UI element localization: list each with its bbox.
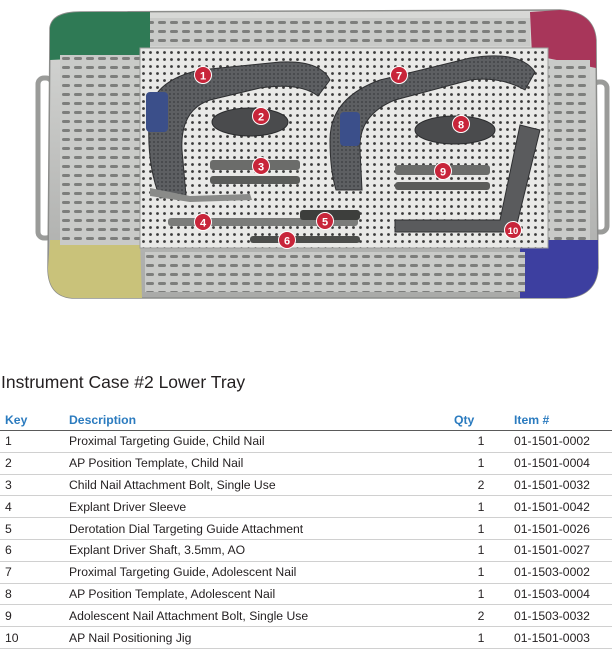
cell-qty: 1 xyxy=(454,452,508,474)
table-row xyxy=(0,474,612,496)
cell-qty: 1 xyxy=(454,561,508,583)
table-row xyxy=(0,518,612,540)
callout-3 xyxy=(253,158,270,175)
callout-10 xyxy=(505,222,522,239)
cell-key: 3 xyxy=(0,474,65,496)
guide-blue-panel-2 xyxy=(340,112,360,146)
cell-item: 01-1501-0003 xyxy=(508,627,612,649)
cell-key: 8 xyxy=(0,583,65,605)
callout-5 xyxy=(317,213,334,230)
cell-description: Child Nail Attachment Bolt, Single Use xyxy=(65,474,454,496)
table-row xyxy=(0,431,612,453)
corner-pad-green xyxy=(50,12,150,60)
table-row xyxy=(0,583,612,605)
svg-text:5: 5 xyxy=(321,216,329,229)
svg-text:2: 2 xyxy=(257,111,265,124)
cell-description: Explant Driver Sleeve xyxy=(65,496,454,518)
cell-key: 2 xyxy=(0,452,65,474)
table-row xyxy=(0,627,612,649)
corner-pad-blue xyxy=(520,240,598,298)
cell-key: 4 xyxy=(0,496,65,518)
cell-key: 6 xyxy=(0,539,65,561)
cell-item: 01-1501-0042 xyxy=(508,496,612,518)
cell-description: Proximal Targeting Guide, Child Nail xyxy=(65,431,454,453)
cell-description: Adolescent Nail Attachment Bolt, Single Use xyxy=(65,605,454,627)
cell-qty: 1 xyxy=(454,518,508,540)
cell-key: 10 xyxy=(0,627,65,649)
cell-description: Derotation Dial Targeting Guide Attachment xyxy=(65,518,454,540)
cell-key: 1 xyxy=(0,431,65,453)
cell-key: 7 xyxy=(0,561,65,583)
attachment-bolt-child-b xyxy=(210,176,300,184)
header-qty: Qty xyxy=(454,413,475,427)
top-wall xyxy=(150,18,530,46)
svg-text:8: 8 xyxy=(457,119,465,132)
callout-1 xyxy=(195,67,212,84)
table-row xyxy=(0,539,612,561)
callout-2 xyxy=(253,108,270,125)
table-row xyxy=(0,605,612,627)
svg-text:9: 9 xyxy=(439,166,447,179)
parts-table xyxy=(0,410,612,649)
cell-item: 01-1503-0002 xyxy=(508,561,612,583)
callout-8 xyxy=(453,116,470,133)
table-row xyxy=(0,561,612,583)
instrument-tray-photo xyxy=(0,0,614,300)
cell-description: Proximal Targeting Guide, Adolescent Nail xyxy=(65,561,454,583)
cell-item: 01-1503-0032 xyxy=(508,605,612,627)
svg-text:3: 3 xyxy=(257,161,265,174)
callout-9 xyxy=(435,163,452,180)
cell-qty: 1 xyxy=(454,539,508,561)
header-description: Description xyxy=(69,413,137,427)
cell-item: 01-1501-0026 xyxy=(508,518,612,540)
cell-qty: 1 xyxy=(454,627,508,649)
cell-qty: 1 xyxy=(454,496,508,518)
table-header-row xyxy=(0,410,612,431)
callout-7 xyxy=(391,67,408,84)
callout-6 xyxy=(279,232,296,249)
header-item: Item # xyxy=(514,413,550,427)
cell-description: Explant Driver Shaft, 3.5mm, AO xyxy=(65,539,454,561)
cell-qty: 2 xyxy=(454,605,508,627)
cell-item: 01-1501-0027 xyxy=(508,539,612,561)
right-wall xyxy=(545,60,590,240)
header-key: Key xyxy=(5,413,28,427)
svg-text:6: 6 xyxy=(283,235,291,248)
cell-item: 01-1501-0004 xyxy=(508,452,612,474)
left-wall xyxy=(60,55,140,245)
cell-description: AP Nail Positioning Jig xyxy=(65,627,454,649)
callout-4 xyxy=(195,214,212,231)
cell-qty: 1 xyxy=(454,431,508,453)
bottom-wall xyxy=(145,252,525,292)
svg-text:7: 7 xyxy=(395,70,403,83)
svg-text:1: 1 xyxy=(199,70,207,83)
table-row xyxy=(0,496,612,518)
table-row xyxy=(0,452,612,474)
explant-driver-shaft xyxy=(250,236,360,243)
cell-description: AP Position Template, Adolescent Nail xyxy=(65,583,454,605)
svg-text:4: 4 xyxy=(199,217,207,230)
attachment-bolt-adol-b xyxy=(395,182,490,190)
corner-pad-yellow xyxy=(48,240,142,298)
cell-qty: 1 xyxy=(454,583,508,605)
cell-item: 01-1501-0002 xyxy=(508,431,612,453)
svg-text:10: 10 xyxy=(507,226,519,237)
cell-item: 01-1501-0032 xyxy=(508,474,612,496)
cell-key: 5 xyxy=(0,518,65,540)
cell-description: AP Position Template, Child Nail xyxy=(65,452,454,474)
page-title: Instrument Case #2 Lower Tray xyxy=(1,372,246,392)
cell-item: 01-1503-0004 xyxy=(508,583,612,605)
cell-qty: 2 xyxy=(454,474,508,496)
guide-blue-panel xyxy=(146,92,168,132)
cell-key: 9 xyxy=(0,605,65,627)
ap-template-child xyxy=(212,108,288,136)
